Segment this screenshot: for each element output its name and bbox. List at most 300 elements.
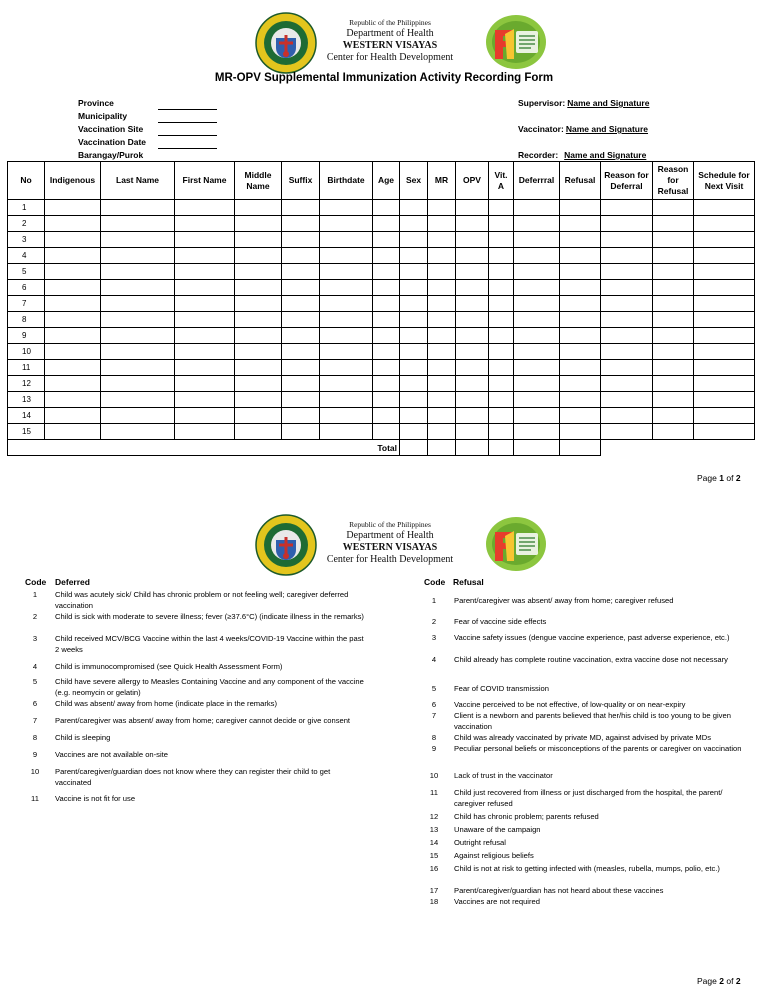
table-cell[interactable] bbox=[653, 392, 694, 408]
table-cell[interactable] bbox=[320, 200, 373, 216]
table-cell[interactable] bbox=[428, 280, 456, 296]
table-cell[interactable] bbox=[45, 360, 101, 376]
table-cell[interactable] bbox=[320, 232, 373, 248]
table-cell[interactable] bbox=[101, 392, 175, 408]
deferred-code-head: Code bbox=[25, 577, 47, 587]
table-cell[interactable] bbox=[694, 200, 755, 216]
table-cell[interactable] bbox=[45, 280, 101, 296]
table-cell[interactable] bbox=[560, 248, 601, 264]
table-cell[interactable] bbox=[456, 296, 489, 312]
table-cell[interactable] bbox=[428, 296, 456, 312]
table-row bbox=[8, 248, 755, 264]
table-cell[interactable] bbox=[514, 296, 560, 312]
table-cell[interactable] bbox=[101, 248, 175, 264]
table-cell[interactable] bbox=[514, 424, 560, 440]
table-cell[interactable] bbox=[45, 296, 101, 312]
table-cell[interactable] bbox=[514, 392, 560, 408]
table-cell[interactable] bbox=[400, 232, 428, 248]
table-cell[interactable] bbox=[175, 408, 235, 424]
table-cell[interactable] bbox=[373, 408, 400, 424]
page2-header bbox=[0, 514, 768, 572]
table-cell[interactable] bbox=[601, 296, 653, 312]
table-cell[interactable] bbox=[560, 216, 601, 232]
table-cell[interactable] bbox=[489, 328, 514, 344]
table-cell[interactable] bbox=[45, 248, 101, 264]
code-number: 1 bbox=[32, 590, 38, 599]
table-cell[interactable] bbox=[45, 424, 101, 440]
table-cell[interactable] bbox=[560, 376, 601, 392]
table-cell[interactable] bbox=[320, 248, 373, 264]
table-cell[interactable] bbox=[235, 216, 282, 232]
table-cell[interactable] bbox=[400, 264, 428, 280]
table-cell[interactable] bbox=[428, 408, 456, 424]
table-cell[interactable] bbox=[175, 216, 235, 232]
table-cell[interactable] bbox=[560, 344, 601, 360]
table-cell[interactable] bbox=[489, 344, 514, 360]
table-cell[interactable] bbox=[489, 408, 514, 424]
table-cell[interactable] bbox=[282, 216, 320, 232]
table-cell[interactable] bbox=[235, 344, 282, 360]
table-cell[interactable] bbox=[400, 296, 428, 312]
table-cell[interactable] bbox=[653, 280, 694, 296]
table-cell[interactable] bbox=[653, 296, 694, 312]
table-cell[interactable] bbox=[282, 408, 320, 424]
recorder-signature bbox=[518, 150, 646, 160]
table-cell[interactable] bbox=[175, 392, 235, 408]
table-cell[interactable] bbox=[694, 296, 755, 312]
table-cell[interactable] bbox=[373, 264, 400, 280]
table-cell[interactable] bbox=[601, 280, 653, 296]
table-cell[interactable] bbox=[373, 232, 400, 248]
table-cell[interactable] bbox=[601, 248, 653, 264]
table-cell[interactable] bbox=[456, 312, 489, 328]
table-cell[interactable] bbox=[400, 312, 428, 328]
table-cell[interactable] bbox=[101, 376, 175, 392]
table-cell[interactable] bbox=[428, 328, 456, 344]
table-cell[interactable] bbox=[456, 408, 489, 424]
table-cell[interactable] bbox=[694, 344, 755, 360]
table-cell[interactable] bbox=[101, 344, 175, 360]
code-description: Parent/caregiver was absent/ away from home; caregiver cannot decide or give consent bbox=[55, 716, 351, 725]
table-cell[interactable] bbox=[373, 216, 400, 232]
table-cell[interactable] bbox=[101, 408, 175, 424]
table-cell[interactable] bbox=[694, 248, 755, 264]
code-number: 9 bbox=[431, 744, 437, 753]
table-cell[interactable] bbox=[320, 296, 373, 312]
table-cell[interactable] bbox=[514, 312, 560, 328]
code-description: Child was absent/ away from home (indicate place in the remarks) bbox=[55, 699, 278, 708]
table-cell[interactable] bbox=[175, 376, 235, 392]
table-cell[interactable] bbox=[320, 392, 373, 408]
table-cell[interactable] bbox=[694, 232, 755, 248]
page-total: 2 bbox=[735, 976, 741, 986]
row-number: 1 bbox=[8, 200, 45, 216]
table-cell[interactable] bbox=[175, 264, 235, 280]
table-cell[interactable] bbox=[653, 408, 694, 424]
table-cell[interactable] bbox=[428, 344, 456, 360]
table-cell[interactable] bbox=[101, 328, 175, 344]
table-cell[interactable] bbox=[653, 200, 694, 216]
table-cell[interactable] bbox=[373, 344, 400, 360]
table-cell[interactable] bbox=[45, 408, 101, 424]
table-cell[interactable] bbox=[489, 264, 514, 280]
table-cell[interactable] bbox=[373, 424, 400, 440]
table-cell[interactable] bbox=[373, 376, 400, 392]
table-cell[interactable] bbox=[456, 392, 489, 408]
table-cell[interactable] bbox=[320, 424, 373, 440]
table-cell[interactable] bbox=[514, 360, 560, 376]
table-cell[interactable] bbox=[601, 264, 653, 280]
table-cell[interactable] bbox=[560, 280, 601, 296]
table-cell[interactable] bbox=[694, 408, 755, 424]
table-cell[interactable] bbox=[489, 280, 514, 296]
table-cell[interactable] bbox=[456, 248, 489, 264]
table-cell[interactable] bbox=[694, 424, 755, 440]
table-cell[interactable] bbox=[601, 360, 653, 376]
table-cell[interactable] bbox=[101, 296, 175, 312]
table-cell[interactable] bbox=[489, 232, 514, 248]
table-cell[interactable] bbox=[373, 296, 400, 312]
table-cell[interactable] bbox=[601, 408, 653, 424]
table-cell[interactable] bbox=[45, 392, 101, 408]
table-cell[interactable] bbox=[235, 376, 282, 392]
table-cell[interactable] bbox=[601, 328, 653, 344]
table-cell[interactable] bbox=[653, 264, 694, 280]
table-cell[interactable] bbox=[428, 392, 456, 408]
table-cell[interactable] bbox=[235, 232, 282, 248]
table-cell[interactable] bbox=[456, 424, 489, 440]
table-cell[interactable] bbox=[400, 328, 428, 344]
table-cell[interactable] bbox=[694, 216, 755, 232]
table-cell[interactable] bbox=[175, 200, 235, 216]
table-cell[interactable] bbox=[175, 296, 235, 312]
total-cell[interactable] bbox=[560, 440, 601, 456]
row-number: 12 bbox=[8, 376, 45, 392]
table-cell[interactable] bbox=[428, 216, 456, 232]
table-row bbox=[8, 344, 755, 360]
table-cell[interactable] bbox=[282, 344, 320, 360]
table-cell[interactable] bbox=[235, 408, 282, 424]
table-cell[interactable] bbox=[320, 328, 373, 344]
table-cell[interactable] bbox=[514, 248, 560, 264]
table-cell[interactable] bbox=[456, 264, 489, 280]
table-cell[interactable] bbox=[282, 376, 320, 392]
table-cell[interactable] bbox=[428, 264, 456, 280]
table-cell[interactable] bbox=[175, 280, 235, 296]
table-cell[interactable] bbox=[235, 200, 282, 216]
vaccination-site-line bbox=[158, 135, 217, 136]
table-cell[interactable] bbox=[514, 376, 560, 392]
table-cell[interactable] bbox=[653, 216, 694, 232]
table-cell[interactable] bbox=[282, 312, 320, 328]
table-cell[interactable] bbox=[428, 232, 456, 248]
table-cell[interactable] bbox=[400, 216, 428, 232]
total-cell[interactable] bbox=[489, 440, 514, 456]
table-cell[interactable] bbox=[101, 280, 175, 296]
table-cell[interactable] bbox=[235, 264, 282, 280]
table-cell[interactable] bbox=[601, 344, 653, 360]
table-cell[interactable] bbox=[653, 376, 694, 392]
code-description: Parent/caregiver/guardian does not know where they can register their child to get vaccinated bbox=[55, 767, 331, 787]
table-cell[interactable] bbox=[101, 264, 175, 280]
code-description: Fear of COVID transmission bbox=[454, 684, 549, 693]
table-cell[interactable] bbox=[514, 280, 560, 296]
table-cell[interactable] bbox=[514, 264, 560, 280]
table-cell[interactable] bbox=[45, 328, 101, 344]
table-cell[interactable] bbox=[101, 424, 175, 440]
code-number: 5 bbox=[32, 677, 38, 686]
column-header: Suffix bbox=[282, 162, 320, 200]
column-header: Middle Name bbox=[235, 162, 282, 200]
table-cell[interactable] bbox=[282, 392, 320, 408]
table-cell[interactable] bbox=[400, 424, 428, 440]
table-cell[interactable] bbox=[45, 216, 101, 232]
table-cell[interactable] bbox=[175, 424, 235, 440]
table-cell[interactable] bbox=[456, 328, 489, 344]
table-cell[interactable] bbox=[653, 312, 694, 328]
column-header: Vit. A bbox=[489, 162, 514, 200]
code-description: Peculiar personal beliefs or misconceptions of the parents or caregiver on vaccination bbox=[454, 744, 742, 753]
vaccinator-label: Vaccinator: bbox=[518, 124, 564, 134]
table-cell[interactable] bbox=[45, 344, 101, 360]
table-cell[interactable] bbox=[235, 424, 282, 440]
table-cell[interactable] bbox=[282, 424, 320, 440]
table-cell[interactable] bbox=[320, 280, 373, 296]
total-cell[interactable] bbox=[514, 440, 560, 456]
table-cell[interactable] bbox=[694, 312, 755, 328]
table-cell[interactable] bbox=[653, 248, 694, 264]
table-cell[interactable] bbox=[101, 360, 175, 376]
table-cell[interactable] bbox=[373, 312, 400, 328]
table-cell[interactable] bbox=[101, 232, 175, 248]
table-cell[interactable] bbox=[560, 264, 601, 280]
table-cell[interactable] bbox=[560, 408, 601, 424]
table-cell[interactable] bbox=[282, 248, 320, 264]
table-cell[interactable] bbox=[560, 232, 601, 248]
table-cell[interactable] bbox=[601, 424, 653, 440]
table-cell[interactable] bbox=[101, 312, 175, 328]
table-cell[interactable] bbox=[514, 328, 560, 344]
supervisor-label: Supervisor: bbox=[518, 98, 566, 108]
table-cell[interactable] bbox=[560, 424, 601, 440]
table-cell[interactable] bbox=[456, 344, 489, 360]
table-cell[interactable] bbox=[235, 392, 282, 408]
table-cell[interactable] bbox=[235, 360, 282, 376]
department-text: Department of Health bbox=[346, 530, 434, 541]
table-cell[interactable] bbox=[694, 328, 755, 344]
table-cell[interactable] bbox=[428, 424, 456, 440]
table-cell[interactable] bbox=[489, 376, 514, 392]
recording-table bbox=[7, 161, 755, 456]
province-line bbox=[158, 109, 217, 110]
table-cell[interactable] bbox=[489, 360, 514, 376]
page2-agency-text bbox=[300, 520, 480, 566]
table-cell[interactable] bbox=[45, 312, 101, 328]
table-cell[interactable] bbox=[694, 280, 755, 296]
code-number: 11 bbox=[430, 788, 438, 797]
table-cell[interactable] bbox=[235, 248, 282, 264]
table-cell[interactable] bbox=[400, 376, 428, 392]
table-cell[interactable] bbox=[428, 360, 456, 376]
universal-health-care-logo bbox=[485, 516, 547, 572]
table-cell[interactable] bbox=[601, 376, 653, 392]
table-cell[interactable] bbox=[428, 248, 456, 264]
total-cell[interactable] bbox=[456, 440, 489, 456]
table-cell[interactable] bbox=[175, 248, 235, 264]
table-cell[interactable] bbox=[514, 344, 560, 360]
table-cell[interactable] bbox=[175, 312, 235, 328]
table-cell[interactable] bbox=[235, 280, 282, 296]
table-cell[interactable] bbox=[175, 360, 235, 376]
table-cell[interactable] bbox=[653, 360, 694, 376]
table-cell[interactable] bbox=[373, 280, 400, 296]
table-cell[interactable] bbox=[456, 232, 489, 248]
table-cell[interactable] bbox=[653, 232, 694, 248]
table-cell[interactable] bbox=[235, 296, 282, 312]
table-cell[interactable] bbox=[282, 232, 320, 248]
total-cell[interactable] bbox=[400, 440, 428, 456]
table-cell[interactable] bbox=[320, 312, 373, 328]
table-cell[interactable] bbox=[320, 408, 373, 424]
table-cell[interactable] bbox=[456, 216, 489, 232]
table-cell[interactable] bbox=[653, 328, 694, 344]
code-number: 9 bbox=[32, 750, 38, 759]
table-cell[interactable] bbox=[489, 248, 514, 264]
table-cell[interactable] bbox=[489, 424, 514, 440]
table-cell[interactable] bbox=[653, 424, 694, 440]
table-cell[interactable] bbox=[320, 216, 373, 232]
table-cell[interactable] bbox=[653, 344, 694, 360]
table-row bbox=[8, 264, 755, 280]
column-header: Refusal bbox=[560, 162, 601, 200]
table-cell[interactable] bbox=[400, 360, 428, 376]
table-cell[interactable] bbox=[282, 296, 320, 312]
total-cell[interactable] bbox=[428, 440, 456, 456]
table-cell[interactable] bbox=[320, 344, 373, 360]
table-cell[interactable] bbox=[400, 408, 428, 424]
table-cell[interactable] bbox=[601, 200, 653, 216]
table-cell[interactable] bbox=[175, 232, 235, 248]
table-cell[interactable] bbox=[400, 200, 428, 216]
code-number: 7 bbox=[431, 711, 437, 720]
table-cell[interactable] bbox=[601, 392, 653, 408]
table-cell[interactable] bbox=[456, 376, 489, 392]
code-number: 6 bbox=[431, 700, 437, 709]
refusal-code-head: Code bbox=[424, 577, 446, 587]
table-cell[interactable] bbox=[456, 280, 489, 296]
table-cell[interactable] bbox=[514, 232, 560, 248]
table-cell[interactable] bbox=[175, 344, 235, 360]
table-cell[interactable] bbox=[489, 312, 514, 328]
table-cell[interactable] bbox=[400, 344, 428, 360]
table-cell[interactable] bbox=[514, 200, 560, 216]
table-cell[interactable] bbox=[560, 392, 601, 408]
supervisor-value: Name and Signature bbox=[567, 98, 650, 108]
table-cell[interactable] bbox=[373, 392, 400, 408]
table-cell[interactable] bbox=[694, 392, 755, 408]
recorder-label: Recorder: bbox=[518, 150, 559, 160]
table-cell[interactable] bbox=[601, 312, 653, 328]
table-cell[interactable] bbox=[560, 200, 601, 216]
table-cell[interactable] bbox=[400, 248, 428, 264]
table-cell[interactable] bbox=[373, 360, 400, 376]
table-cell[interactable] bbox=[560, 328, 601, 344]
vaccinator-value: Name and Signature bbox=[565, 124, 649, 134]
table-cell[interactable] bbox=[45, 200, 101, 216]
table-cell[interactable] bbox=[601, 216, 653, 232]
table-cell[interactable] bbox=[45, 232, 101, 248]
column-header: First Name bbox=[175, 162, 235, 200]
table-cell[interactable] bbox=[489, 200, 514, 216]
table-cell[interactable] bbox=[694, 264, 755, 280]
table-row bbox=[8, 424, 755, 440]
table-cell[interactable] bbox=[489, 392, 514, 408]
center-text: Center for Health Development bbox=[326, 52, 454, 63]
table-cell[interactable] bbox=[456, 360, 489, 376]
code-description: Vaccines are not available on-site bbox=[55, 750, 168, 759]
code-number: 8 bbox=[431, 733, 437, 742]
code-description: Vaccine is not fit for use bbox=[55, 794, 136, 803]
code-number: 2 bbox=[32, 612, 38, 621]
table-cell[interactable] bbox=[560, 360, 601, 376]
table-cell[interactable] bbox=[694, 376, 755, 392]
table-cell[interactable] bbox=[45, 376, 101, 392]
table-cell[interactable] bbox=[175, 328, 235, 344]
code-description: Parent/caregiver/guardian has not heard about these vaccines bbox=[454, 886, 664, 895]
table-cell[interactable] bbox=[282, 280, 320, 296]
table-cell[interactable] bbox=[373, 200, 400, 216]
table-cell[interactable] bbox=[456, 200, 489, 216]
table-cell[interactable] bbox=[428, 312, 456, 328]
table-cell[interactable] bbox=[400, 392, 428, 408]
deferred-title: Deferred bbox=[55, 577, 90, 587]
table-cell[interactable] bbox=[320, 360, 373, 376]
table-cell[interactable] bbox=[601, 232, 653, 248]
table-cell[interactable] bbox=[428, 200, 456, 216]
table-cell[interactable] bbox=[514, 408, 560, 424]
column-header: Birthdate bbox=[320, 162, 373, 200]
table-cell[interactable] bbox=[282, 328, 320, 344]
table-cell[interactable] bbox=[235, 328, 282, 344]
code-description: Vaccine safety issues (dengue vaccine experience, past adverse experience, etc.) bbox=[454, 633, 730, 642]
table-cell[interactable] bbox=[428, 376, 456, 392]
table-cell[interactable] bbox=[45, 264, 101, 280]
table-cell[interactable] bbox=[320, 376, 373, 392]
table-cell[interactable] bbox=[560, 312, 601, 328]
total-blank bbox=[694, 440, 755, 456]
table-cell[interactable] bbox=[400, 280, 428, 296]
table-cell[interactable] bbox=[101, 216, 175, 232]
table-cell[interactable] bbox=[514, 216, 560, 232]
table-cell[interactable] bbox=[101, 200, 175, 216]
table-cell[interactable] bbox=[373, 248, 400, 264]
form-title: MR-OPV Supplemental Immunization Activity Recording Form bbox=[214, 72, 554, 84]
table-cell[interactable] bbox=[489, 216, 514, 232]
table-cell[interactable] bbox=[235, 312, 282, 328]
row-number: 2 bbox=[8, 216, 45, 232]
table-cell[interactable] bbox=[489, 296, 514, 312]
table-cell[interactable] bbox=[282, 264, 320, 280]
code-description: Outright refusal bbox=[454, 838, 506, 847]
table-cell[interactable] bbox=[560, 296, 601, 312]
table-cell[interactable] bbox=[282, 200, 320, 216]
table-cell[interactable] bbox=[694, 360, 755, 376]
code-description: Unaware of the campaign bbox=[454, 825, 541, 834]
table-cell[interactable] bbox=[282, 360, 320, 376]
table-cell[interactable] bbox=[373, 328, 400, 344]
table-cell[interactable] bbox=[320, 264, 373, 280]
code-description: Child is not at risk to getting infected with (measles, rubella, mumps, polio, etc.) bbox=[454, 864, 720, 873]
